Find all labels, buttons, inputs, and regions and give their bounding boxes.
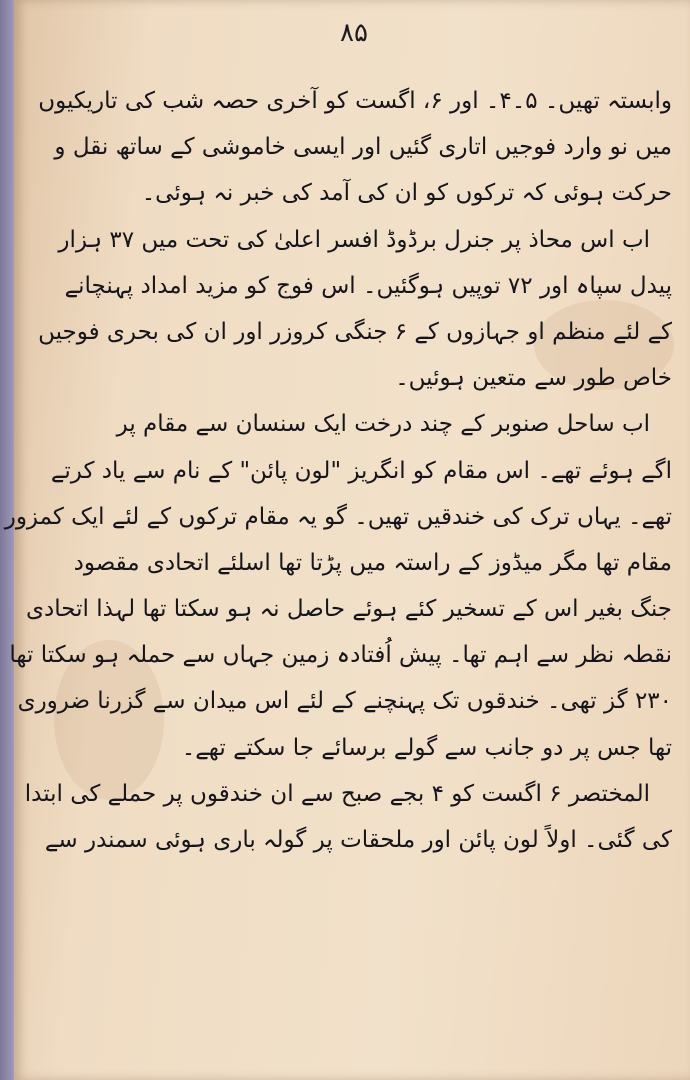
- text-line: تھا جس پر دو جانب سے گولے برسائے جا سکتے تھے۔: [181, 734, 672, 761]
- text-line: وابستہ تھیں۔ ۵۔۴۔ اور ۶، اگست کو آخری حصہ شب کی تاریکیوں: [38, 88, 672, 114]
- text-line: اب اس محاذ پر جنرل برڈوڈ افسر اعلیٰ کی تحت میں ۳۷ ہزار: [58, 226, 650, 253]
- text-line: کی گئی۔ اولاً لون پائن اور ملحقات پر گولہ باری ہوئی سمندر سے: [44, 827, 672, 853]
- text-line: میں نو وارد فوجیں اتاری گئیں اور ایسی خاموشی کے ساتھ نقل و: [54, 134, 672, 161]
- page-body-text: [4, 78, 672, 863]
- text-line: تھے۔ یہاں ترک کی خندقیں تھیں۔ گو یہ مقام ترکوں کے لئے ایک کمزور: [4, 503, 672, 530]
- text-line: مقام تھا مگر میڈوز کے راستہ میں پڑتا تھا اسلئے اتحادی مقصود: [73, 549, 672, 576]
- text-line: خاص طور سے متعین ہوئیں۔: [395, 365, 672, 392]
- text-line: اب ساحل صنوبر کے چند درخت ایک سنسان سے مقام پر: [116, 411, 650, 438]
- text-line: ۲۳۰ گز تھی۔ خندقوں تک پہنچنے کے لئے اس میدان سے گزرنا ضروری: [17, 688, 672, 715]
- text-line: حرکت ہوئی کہ ترکوں کو ان کی آمد کی خبر نہ ہوئی۔: [141, 180, 672, 207]
- page-number: ۸۵: [340, 18, 368, 48]
- text-line: المختصر ۶ اگست کو ۴ بجے صبح سے ان خندقوں پر حملے کی ابتدا: [24, 780, 650, 807]
- text-line: نقطہ نظر سے اہم تھا۔ پیش اُفتادہ زمین جہاں سے حملہ ہو سکتا تھا: [9, 642, 672, 669]
- book-page: [4, 0, 690, 1080]
- text-line: پیدل سپاہ اور ۷۲ توپیں ہوگئیں۔ اس فوج کو مزید امداد پہنچانے: [64, 272, 672, 299]
- text-line: کے لئے منظم او جہازوں کے ۶ جنگی کروزر اور ان کی بحری فوجیں: [38, 318, 672, 345]
- text-line: اگے ہوئے تھے۔ اس مقام کو انگریز "لون پائن" کے نام سے یاد کرتے: [50, 457, 672, 484]
- text-line: جنگ بغیر اس کے تسخیر کئے ہوئے حاصل نہ ہو سکتا تھا لہذا اتحادی: [26, 596, 672, 623]
